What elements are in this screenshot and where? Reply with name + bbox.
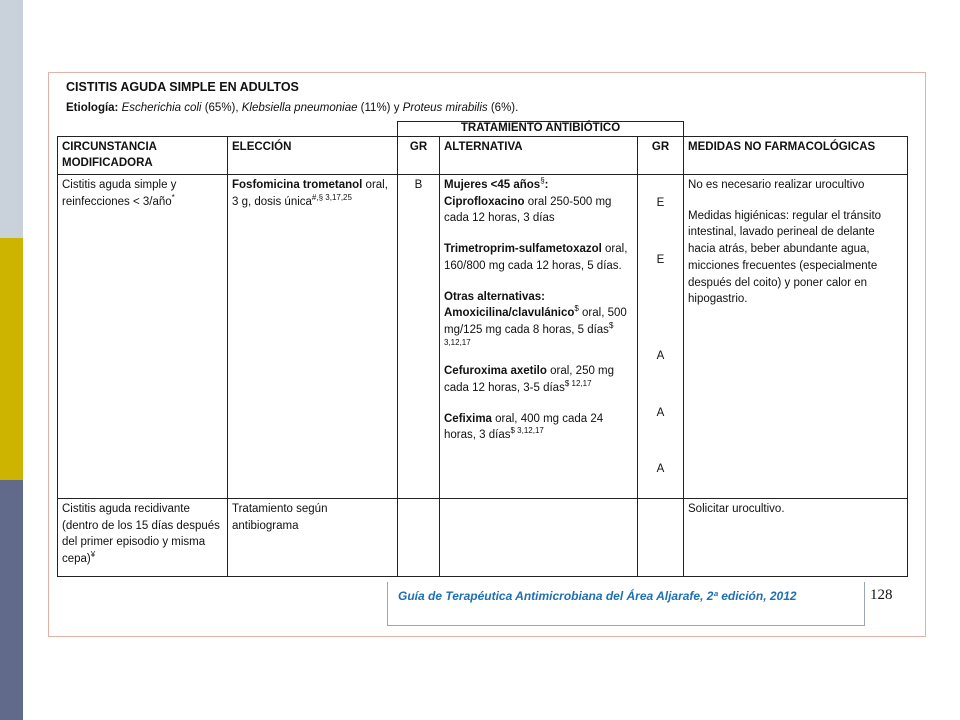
gr-grade: E bbox=[656, 197, 665, 210]
side-bar-top bbox=[0, 0, 23, 238]
cell-eleccion: Fosfomicina trometanol oral, 3 g, dosis única$^{\#,\S 3,17,25}$ bbox=[228, 175, 398, 499]
header-circunstancia: CIRCUNSTANCIA MODIFICADORA bbox=[58, 136, 228, 174]
group-header-row bbox=[58, 122, 908, 137]
table-row bbox=[58, 175, 908, 499]
treatment-table bbox=[57, 121, 908, 577]
gr-grade: A bbox=[656, 350, 665, 363]
source-citation: Guía de Terapéutica Antimicrobiana del Área Aljarafe, 2ª edición, 2012 bbox=[398, 589, 797, 603]
header-row bbox=[58, 136, 908, 174]
group-header-tratamiento: TRATAMIENTO ANTIBIÓTICO bbox=[398, 122, 684, 137]
table-row bbox=[58, 499, 908, 577]
etiology-line: Etiología: Escherichia coli (65%), Klebsiella pneumoniae (11%) y Proteus mirabilis (6%). bbox=[66, 102, 519, 114]
cell-eleccion: Tratamiento según antibiograma bbox=[228, 499, 398, 577]
header-medidas: MEDIDAS NO FARMACOLÓGICAS bbox=[684, 136, 908, 174]
header-gr-alternativa: GR bbox=[638, 136, 684, 174]
header-gr: GR bbox=[398, 136, 440, 174]
side-bar-bottom bbox=[0, 480, 23, 720]
cell-medidas: Solicitar urocultivo. bbox=[684, 499, 908, 577]
gr-grade: A bbox=[656, 407, 665, 420]
page-number: 128 bbox=[870, 587, 893, 603]
document-title: CISTITIS AGUDA SIMPLE EN ADULTOS bbox=[66, 80, 299, 94]
header-alternativa: ALTERNATIVA bbox=[440, 136, 638, 174]
cell-alternativa: Mujeres <45 años§: Ciprofloxacino oral 250-500 mg cada 12 horas, 3 días Trimetroprim-sulfametoxazol oral, 160/800 mg cada 12 horas, 5 días. Otras alternativas: Amoxicilina/clavulánico$ oral, 500 mg/125 mg cada 8 horas, 5 días$ $^{3,12,17}$ Cefuroxima axetilo oral, 250 mg cada 12 horas, 3-5 días$^{\$ 12,17}$ Cefixima oral, 400 mg cada 24 horas, 3 días$^{\$ 3,12,17}$ bbox=[440, 175, 638, 499]
gr-grade: A bbox=[656, 463, 665, 476]
gr-grade: E bbox=[656, 254, 665, 267]
cell-circunstancia: Cistitis aguda simple y reinfecciones < 3/año* bbox=[58, 175, 228, 499]
side-bar-middle bbox=[0, 238, 23, 480]
cell-medidas: No es necesario realizar urocultivo Medidas higiénicas: regular el tránsito intestinal, lavado perineal de delante hacia atrás, beber abundante agua, micciones frecuentes (especialmente después del coito) y poner calor en hipogastrio. bbox=[684, 175, 908, 499]
cell-gr: B bbox=[398, 175, 440, 499]
cell-circunstancia: Cistitis aguda recidivante (dentro de los 15 días después del primer episodio y misma cepa)¥ bbox=[58, 499, 228, 577]
header-eleccion: ELECCIÓN bbox=[228, 136, 398, 174]
cell-gr-alternativa bbox=[638, 175, 684, 499]
